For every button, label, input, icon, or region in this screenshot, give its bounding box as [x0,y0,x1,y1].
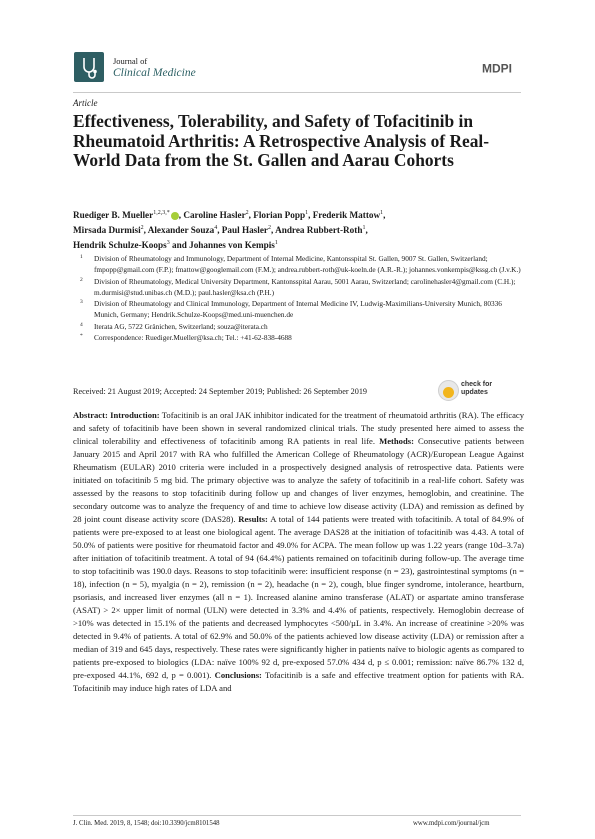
affiliations [80,253,523,343]
author-name: Frederik Mattow [312,210,381,221]
conclusions-label: Conclusions: [214,670,262,680]
author-name: Andrea Rubbert-Roth [275,225,363,236]
author-affiliation-marker: 1,2,3,* [153,210,170,216]
citation: J. Clin. Med. 2019, 8, 1548; doi:10.3390/jcm8101548 [73,820,220,827]
article-type: Article [73,98,98,108]
author-separator: , [248,210,254,221]
author-name: Ruediger B. Mueller [73,210,154,221]
author-affiliation-marker: 2 [267,225,271,232]
methods-text: Consecutive patients between January 2015 and April 2017 with RA who fulfilled the American College of Rheumatology (ACR)/European League Against Rheumatism (EULAR) 2010 criteria were included in a prospectively designed analysis of retrospective data. Patients were initiated on tofacitinib 5 mg bid. The primary objective was to analyze the safety of tofacitinib in a real-life cohort. Safety was assessed by the reasons to stop tofacitinib during follow up and changes of liver enzymes, hemoglobin, and creatinine. The secondary outcome was to analyze the frequency of and time to achieve low disease activity (LDA) and remission as defined by 28 joint count disease activity score (DAS28). [73,436,525,524]
affiliation-text: Division of Rheumatology and Clinical Immunology, Department of Internal Medicine IV, Ludwig-Maximilians-University Munich, 80336 Munich, Germany; Hendrik.Schulze-Koops@med.uni-muenchen.de [94,299,502,320]
check-updates-label: check for updates [461,381,493,396]
author-name: Johannes von Kempis [189,240,275,251]
results-text: A total of 144 patients were treated with tofacitinib. A total of 84.9% of patients were pre-exposed to at least one biological agent. The average DAS28 at the initiation of tofacitinib was 4.43. A total of 50.0% of patients were positive for rheumatoid factor and 49.0% for ACPA. The mean follow up was 1.22 years (range 10d–3.7a) after initiation of tofacitinib treatment. A total of 94 (64.4%) patients remained on tofacitinib during follow-up. The average time to stop tofacitinib was 190.0 days. Reasons to stop tofacitinib were: insufficient response (n = 23), gastrointestinal symptoms (n = 18), infection (n = 5), myalgia (n = 2), remission (n = 2), headache (n = 2), cough, blue finger syndrome, intolerance, heartburn, psoriasis, and increased liver enzymes (all n = 1). Increased alanine amino transferase (ALAT) or aspartate amino transferase (ASAT) > 2× upper limit of normal (ULN) were detected in 3.3% and 4.4% of patients, respectively. Hemoglobin decrease of >10% was detected in 15.1% of the patients and decreased lymphocytes <500/µL in 3.4%. An increase of creatinine >20% was detected in 9.4% of patients. A total of 62.9% and 50.0% of the patients achieved low disease activity (LDA) or remission after a median of 319 and 645 days, respectively. These rates were significantly higher in patients naïve to biologic agents as compared to patients pre-exposed to biologics (LDA: naïve 100% 92 d, pre-exposed 57.0% 434 d, p ≤ 0.001; remission: naïve 86.7% 132 d, pre-exposed 44.1%, 692 d, p = 0.001). [73,514,524,680]
publication-dates: Received: 21 August 2019; Accepted: 24 September 2019; Published: 26 September 2019 [73,387,368,396]
affiliation-text: Correspondence: Ruediger.Mueller@ksa.ch; Tel.: +41-62-838-4688 [94,333,292,343]
author-separator: , [143,225,148,236]
affiliation-number: * [80,333,83,340]
author-separator: , [383,210,386,221]
author-affiliation-marker: 3 [166,240,170,247]
results-label: Results: [238,514,268,524]
affiliation-item [80,298,523,321]
affiliation-number: 3 [80,299,83,306]
author-name: Caroline Hasler [183,210,246,221]
journal-name-prefix: Journal of [113,56,148,66]
affiliation-item [80,253,523,276]
author-separator: , [217,225,222,236]
abstract [73,409,524,695]
affiliation-item [80,332,523,343]
author-name: Paul Hasler [221,225,268,236]
affiliation-text: Division of Rheumatology, Medical University Department, Kantonsspital Aarau, 5001 Aarau, Switzerland; carolinehasler4@gmail.com (C.H.); m.durmisi@stud.unibas.ch (M.D.); paul.hasler@ksa.ch (P.H.) [94,276,516,297]
journal-url[interactable]: www.mdpi.com/journal/jcm [413,820,490,827]
conclusions-text: Tofacitinib is a safe and effective treatment option for patients with RA. Tofacitinib may induce high rates of LDA and [73,670,525,693]
author-affiliation-marker: 2 [140,225,144,232]
author-affiliation-marker: 1 [380,210,384,216]
article-title: Effectiveness, Tolerability, and Safety of Tofacitinib in Rheumatoid Arthritis: A Retrospective Analysis of Real-World Data from the St. Gallen and Aarau Cohorts [73,111,490,170]
affiliation-item [80,321,523,332]
affiliation-text: Iterata AG, 5722 Gränichen, Switzerland; souza@iterata.ch [94,321,268,331]
author-name: Hendrik Schulze-Koops [73,240,167,251]
author-list [73,207,523,252]
affiliation-text: Division of Rheumatology and Immunology, Department of Internal Medicine, Kantonsspital St. Gallen, 9007 St. Gallen, Switzerland; fmpopp@gmail.com (F.P.); fmattow@googlemail.com (F.M.); andrea.rubbert-roth@uk-koeln.de (A.R.-R.); johannes.vonkempis@kssg.ch (J.v.K.) [94,254,521,275]
affiliation-number: 2 [80,276,83,283]
check-for-updates-badge[interactable] [438,378,518,402]
author-name: Florian Popp [253,210,306,221]
header-divider [73,92,521,93]
introduction-text: Tofacitinib is an oral JAK inhibitor indicated for the treatment of rheumatoid arthritis (RA). The efficacy and safety of tofacitinib have been shown in several randomized clinical trials. The study presented here aimed to assess the clinical tolerability and effectiveness of tofacitinib among RA patients in real life. [73,410,524,446]
affiliation-number: 1 [80,254,83,260]
affiliation-item [80,276,523,299]
author-affiliation-marker: 1 [305,210,309,216]
introduction-label: Introduction: [110,410,160,420]
author-affiliation-marker: 1 [362,225,366,232]
author-separator: , [178,210,184,221]
svg-text:MDPI: MDPI [482,61,512,76]
author-affiliation-marker: 4 [214,225,218,232]
abstract-label: Abstract: [73,410,108,420]
author-separator: and [169,240,190,251]
journal-name: Clinical Medicine [113,67,196,79]
author-separator: , [270,225,276,236]
journal-logo-icon [74,52,104,82]
orcid-icon[interactable] [171,212,179,220]
methods-label: Methods: [379,436,414,446]
mdpi-logo [482,60,518,76]
author-separator: , [365,225,368,236]
author-affiliation-marker: 2 [245,210,249,216]
footer-divider [73,815,521,816]
author-name: Alexander Souza [147,225,215,236]
author-separator: , [308,210,313,221]
affiliation-number: 4 [80,321,83,328]
check-updates-icon [438,380,459,401]
author-name: Mirsada Durmisi [73,225,141,236]
author-affiliation-marker: 1 [274,240,278,247]
